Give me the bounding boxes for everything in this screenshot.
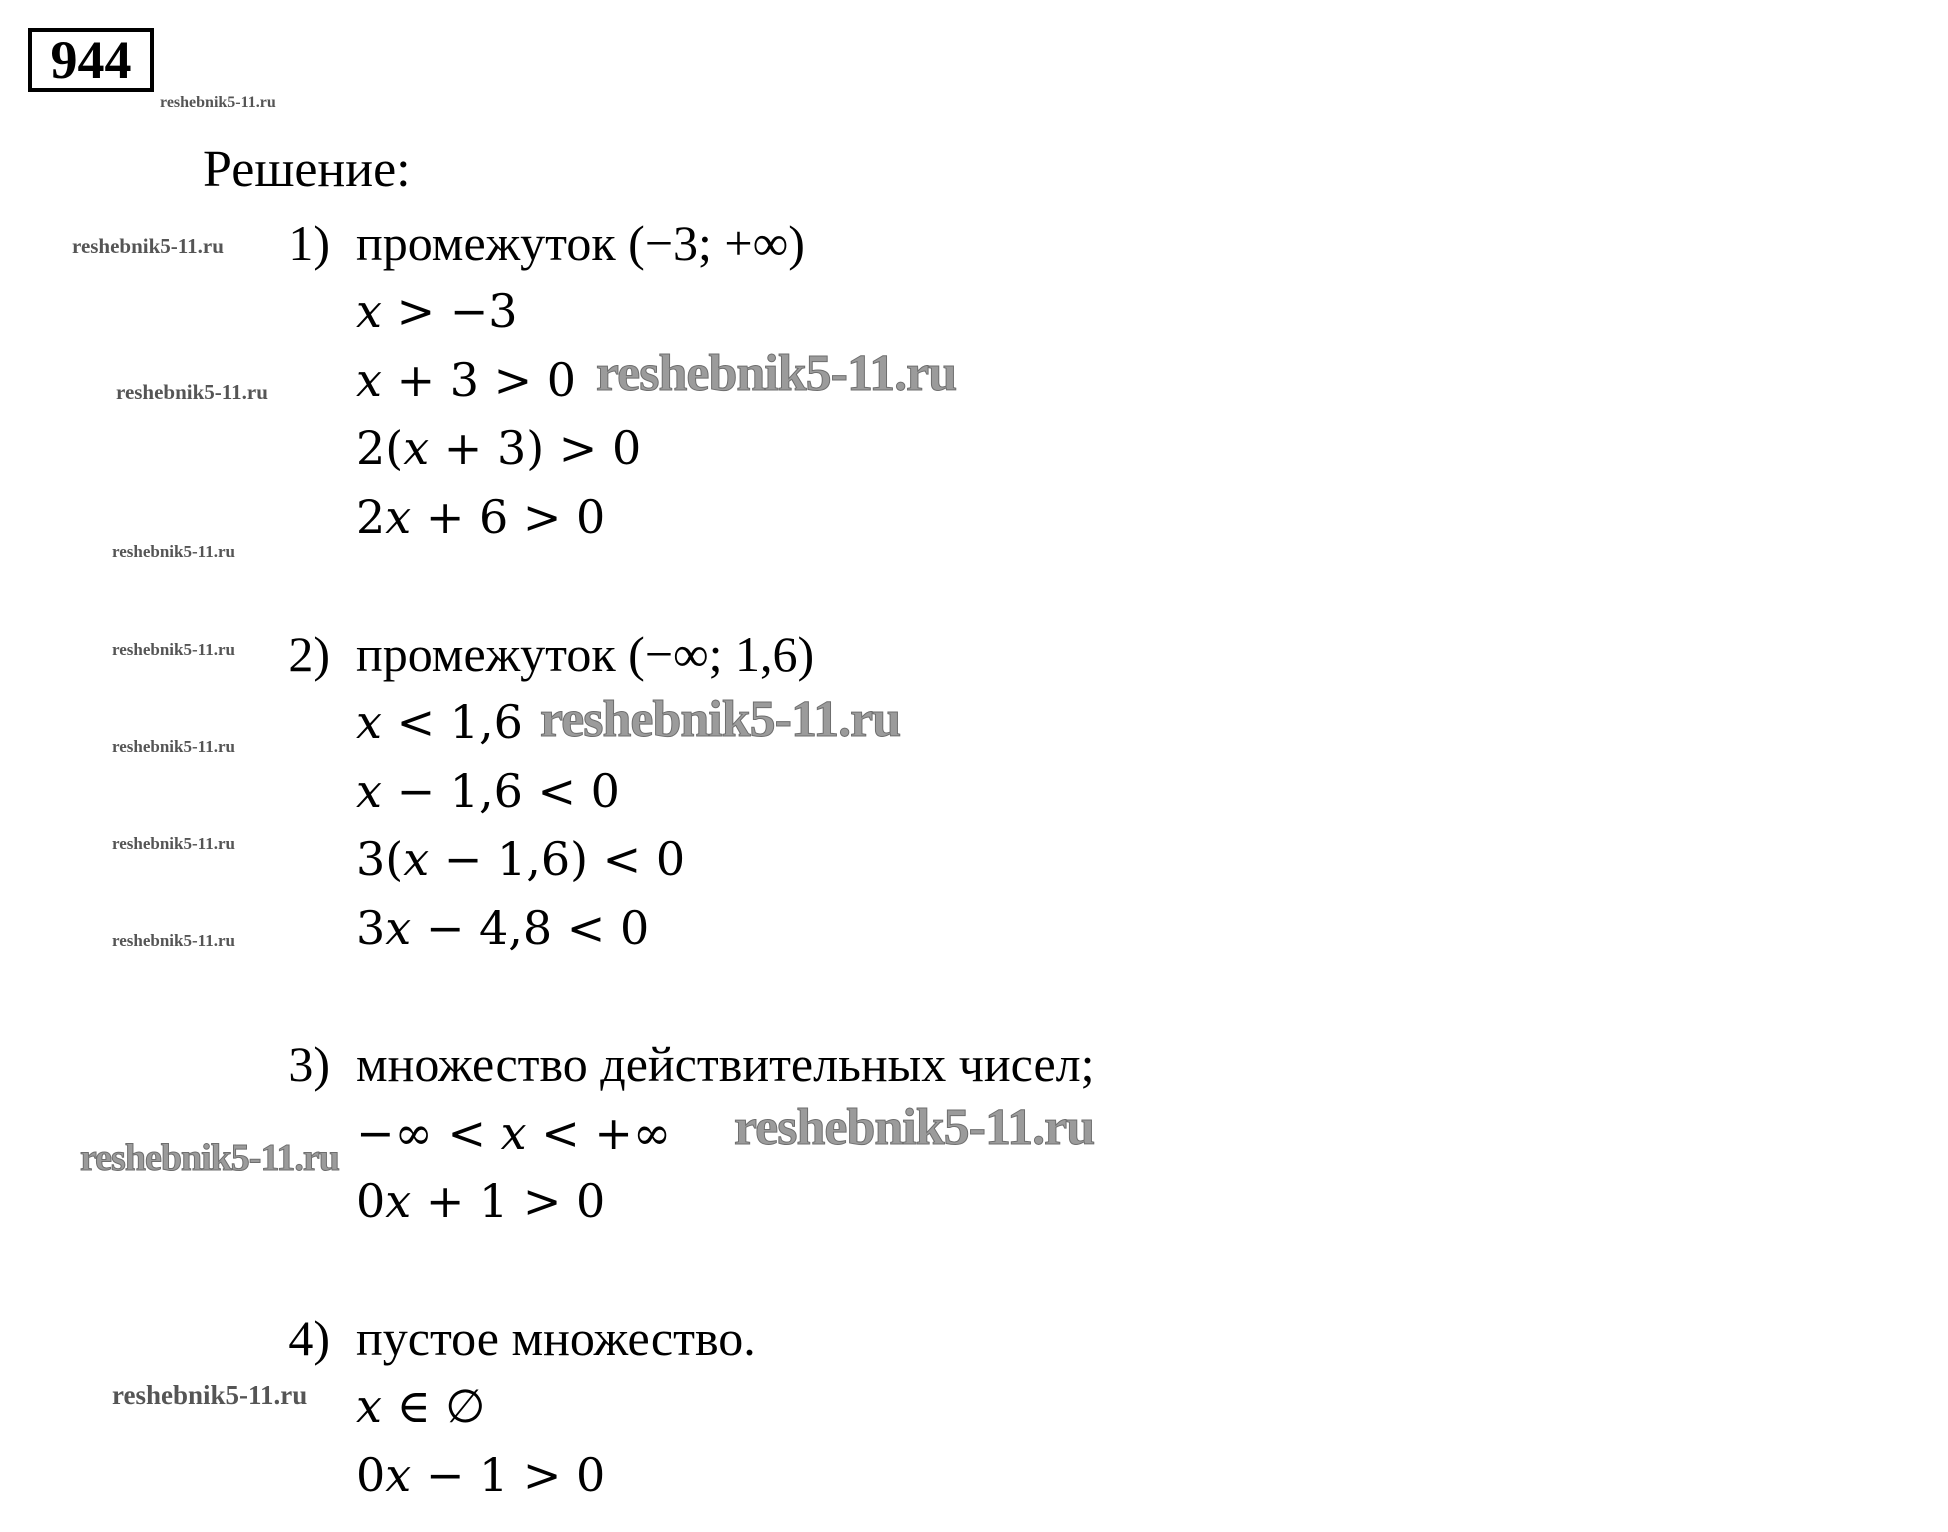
solution-line: 𝑥 + 3 > 0 (356, 353, 577, 407)
solution-line: 𝑥 ∈ ∅ (356, 1379, 486, 1433)
watermark-small: reshebnik5-11.ru (112, 834, 235, 853)
watermark-large: reshebnik5-11.ru (596, 345, 957, 402)
watermark-small: reshebnik5-11.ru (112, 1380, 308, 1410)
watermark-small: reshebnik5-11.ru (112, 542, 235, 561)
solution-heading: Решение: (203, 141, 411, 198)
watermark-large: reshebnik5-11.ru (80, 1137, 339, 1179)
solution-line: 3(𝑥 − 1,6) < 0 (356, 832, 686, 886)
solution-line: промежуток (−3; +∞) (356, 215, 805, 271)
watermark-large: reshebnik5-11.ru (540, 691, 901, 748)
item-number: 3) (288, 1036, 330, 1092)
solution-line: 0𝑥 − 1 > 0 (356, 1448, 606, 1502)
solution-line: 𝑥 < 1,6 (356, 695, 523, 749)
solution-line: 𝑥 > −3 (356, 284, 518, 338)
watermark-small: reshebnik5-11.ru (72, 234, 224, 258)
watermark-small: reshebnik5-11.ru (112, 640, 235, 659)
solution-line: множество действительных чисел; (356, 1036, 1095, 1092)
solution-line: 𝑥 − 1,6 < 0 (356, 764, 620, 818)
solution-line: пустое множество. (356, 1310, 756, 1366)
watermark-large: reshebnik5-11.ru (734, 1099, 1095, 1156)
item-number: 4) (288, 1310, 330, 1366)
solution-line: 3𝑥 − 4,8 < 0 (356, 901, 650, 955)
solution-line: промежуток (−∞; 1,6) (356, 626, 815, 682)
item-number: 2) (288, 626, 330, 682)
problem-number: 944 (28, 28, 154, 92)
solution-line: 2𝑥 + 6 > 0 (356, 490, 606, 544)
watermark-small: reshebnik5-11.ru (116, 380, 268, 404)
solution-line: −∞ < 𝑥 < +∞ (356, 1106, 672, 1160)
watermark-small: reshebnik5-11.ru (112, 931, 235, 950)
solution-line: 0𝑥 + 1 > 0 (356, 1174, 606, 1228)
watermark-small: reshebnik5-11.ru (112, 737, 235, 756)
watermark-small: reshebnik5-11.ru (160, 94, 276, 111)
solution-line: 2(𝑥 + 3) > 0 (356, 421, 642, 475)
item-number: 1) (288, 215, 330, 271)
